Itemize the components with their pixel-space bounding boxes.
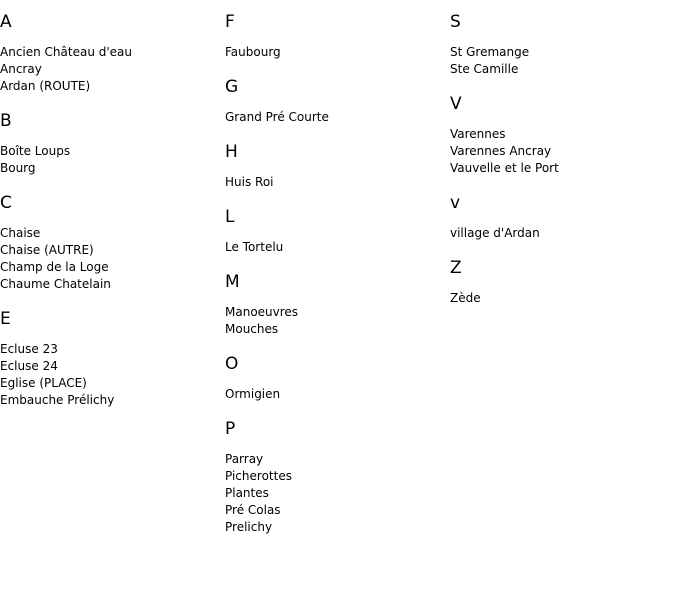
letter-heading-v: V	[450, 94, 462, 114]
item-list-v	[450, 126, 675, 177]
index-link[interactable]: Pré Colas	[225, 503, 281, 517]
index-link[interactable]: Faubourg	[225, 45, 281, 59]
index-link[interactable]: Ecluse 23	[0, 342, 58, 356]
index-link[interactable]: Chaise (AUTRE)	[0, 243, 94, 257]
letter-group-p	[225, 419, 450, 536]
letter-group-m	[225, 272, 450, 338]
letter-heading-f: F	[225, 12, 235, 32]
letter-heading-z: Z	[450, 258, 462, 278]
letter-group-s	[450, 12, 675, 78]
letter-heading-p: P	[225, 419, 236, 439]
item-list-m	[225, 304, 450, 338]
index-link[interactable]: village d'Ardan	[450, 226, 540, 240]
index-link[interactable]: Ecluse 24	[0, 359, 58, 373]
item-list-o	[225, 386, 450, 403]
index-link[interactable]: Chaise	[0, 226, 41, 240]
index-link[interactable]: Ormigien	[225, 387, 281, 401]
letter-heading-e: E	[0, 309, 11, 329]
index-link[interactable]: Parray	[225, 452, 264, 466]
letter-group-c	[0, 193, 225, 293]
letter-group-a	[0, 12, 225, 95]
index-link[interactable]: Ancien Château d'eau	[0, 45, 133, 59]
item-list-z	[450, 290, 675, 307]
letter-group-b	[0, 111, 225, 177]
item-list-f	[225, 44, 450, 61]
index-link[interactable]: Ardan (ROUTE)	[0, 79, 91, 93]
index-link[interactable]: Plantes	[225, 486, 269, 500]
letter-heading-a: A	[0, 12, 12, 32]
index-link[interactable]: Zède	[450, 291, 481, 305]
item-list-v-lower	[450, 225, 675, 242]
index-link[interactable]: Prelichy	[225, 520, 273, 534]
index-link[interactable]: Chaume Chatelain	[0, 277, 111, 291]
index-link[interactable]: Boîte Loups	[0, 144, 71, 158]
index-column-2	[225, 12, 450, 552]
index-link[interactable]: St Gremange	[450, 45, 530, 59]
item-list-l	[225, 239, 450, 256]
letter-group-f	[225, 12, 450, 61]
letter-heading-g: G	[225, 77, 239, 97]
letter-heading-o: O	[225, 354, 239, 374]
letter-group-g	[225, 77, 450, 126]
index-link[interactable]: Ancray	[0, 62, 42, 76]
item-list-p	[225, 451, 450, 536]
index-link[interactable]: Varennes Ancray	[450, 144, 552, 158]
index-link[interactable]: Bourg	[0, 161, 36, 175]
letter-heading-c: C	[0, 193, 12, 213]
letter-heading-l: L	[225, 207, 235, 227]
letter-heading-v-lower: v	[450, 193, 461, 213]
index-link[interactable]: Mouches	[225, 322, 279, 336]
index-link[interactable]: Varennes	[450, 127, 506, 141]
index-link[interactable]: Manoeuvres	[225, 305, 299, 319]
index-link[interactable]: Le Tortelu	[225, 240, 284, 254]
index-column-3	[450, 12, 675, 323]
letter-group-z	[450, 258, 675, 307]
index-link[interactable]: Champ de la Loge	[0, 260, 109, 274]
index-link[interactable]: Grand Pré Courte	[225, 110, 329, 124]
item-list-h	[225, 174, 450, 191]
index-link[interactable]: Embauche Prélichy	[0, 393, 115, 407]
item-list-g	[225, 109, 450, 126]
index-link[interactable]: Vauvelle et le Port	[450, 161, 559, 175]
index-column-1	[0, 12, 225, 425]
letter-heading-b: B	[0, 111, 12, 131]
letter-group-v	[450, 94, 675, 177]
index-link[interactable]: Huis Roi	[225, 175, 274, 189]
letter-group-l	[225, 207, 450, 256]
index-link[interactable]: Picherottes	[225, 469, 292, 483]
letter-group-h	[225, 142, 450, 191]
item-list-s	[450, 44, 675, 78]
item-list-c	[0, 225, 225, 293]
letter-group-o	[225, 354, 450, 403]
letter-group-e	[0, 309, 225, 409]
letter-heading-s: S	[450, 12, 461, 32]
index-link[interactable]: Eglise (PLACE)	[0, 376, 87, 390]
item-list-e	[0, 341, 225, 409]
item-list-a	[0, 44, 225, 95]
letter-group-v-lower	[450, 193, 675, 242]
index-link[interactable]: Ste Camille	[450, 62, 519, 76]
letter-heading-m: M	[225, 272, 240, 292]
item-list-b	[0, 143, 225, 177]
letter-heading-h: H	[225, 142, 238, 162]
